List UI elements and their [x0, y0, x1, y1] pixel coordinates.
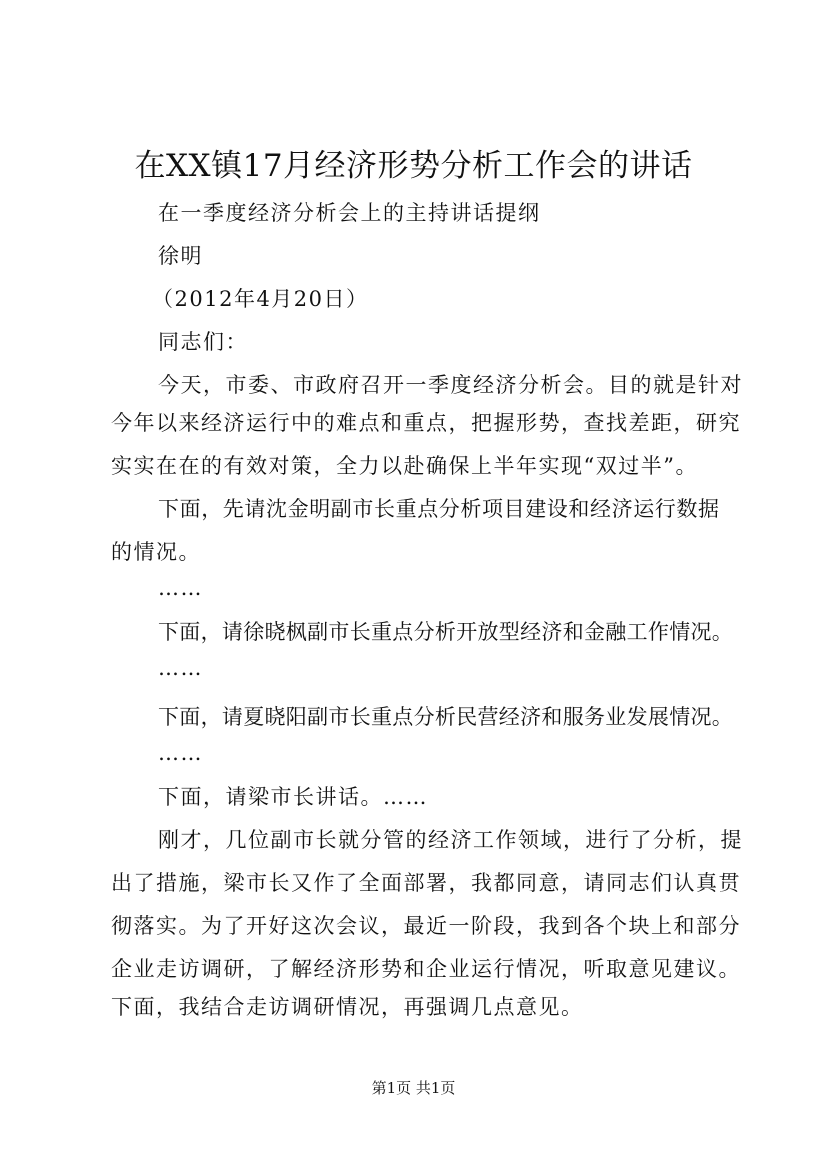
- author-name: 徐明: [158, 244, 203, 268]
- page-footer: 第1页 共1页: [371, 1079, 456, 1097]
- document-title: 在XX镇17月经济形势分析工作会的讲话: [134, 148, 693, 184]
- ellipsis: ……: [158, 656, 203, 680]
- salutation: 同志们：: [158, 330, 248, 354]
- paragraph-line: 出了措施，梁市长又作了全面部署，我都同意，请同志们认真贯: [111, 871, 741, 895]
- paragraph-line: 的情况。: [111, 540, 201, 564]
- paragraph-line: 下面，我结合走访调研情况，再强调几点意见。: [111, 995, 584, 1019]
- paragraph-line: 实实在在的有效对策，全力以赴确保上半年实现“双过半”。: [111, 454, 698, 478]
- paragraph-line: 企业走访调研，了解经济形势和企业运行情况，听取意见建议。: [111, 957, 741, 981]
- paragraph-line: 下面，先请沈金明副市长重点分析项目建设和经济运行数据: [158, 497, 720, 521]
- paragraph-line: 下面，请徐晓枫副市长重点分析开放型经济和金融工作情况。: [158, 620, 734, 644]
- ellipsis: ……: [158, 741, 203, 765]
- paragraph-line: 下面，请梁市长讲话。……: [158, 785, 428, 809]
- paragraph-line: 刚才，几位副市长就分管的经济工作领域，进行了分析，提: [158, 828, 743, 852]
- paragraph-line: 今年以来经济运行中的难点和重点，把握形势，查找差距，研究: [111, 411, 741, 435]
- paragraph-line: 下面，请夏晓阳副市长重点分析民营经济和服务业发展情况。: [158, 705, 734, 729]
- ellipsis: ……: [158, 576, 203, 600]
- speech-date: （2012年4月20日）: [152, 287, 369, 311]
- paragraph-line: 彻落实。为了开好这次会议，最近一阶段，我到各个块上和部分: [111, 914, 741, 938]
- document-subtitle: 在一季度经济分析会上的主持讲话提纲: [158, 201, 541, 225]
- paragraph-line: 今天，市委、市政府召开一季度经济分析会。目的就是针对: [158, 373, 743, 397]
